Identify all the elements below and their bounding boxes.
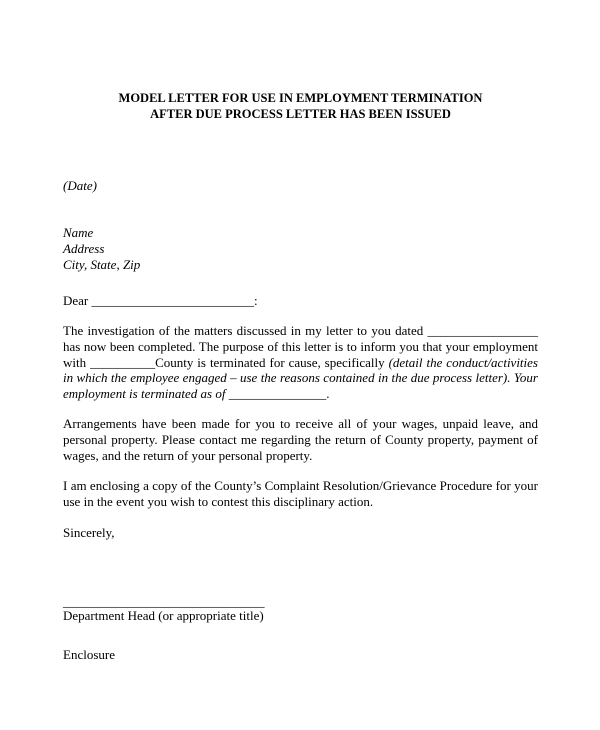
paragraph-investigation-italic: (detail the conduct/activities in which the employee engaged – use the reasons contained in the due process letter). Your employment is terminated as of _______________ (63, 354, 538, 402)
paragraph-investigation-end: . (326, 386, 330, 402)
paragraph-enclosing: I am enclosing a copy of the County’s Complaint Resolution/Grievance Procedure for your use in the event you wish to contest this disciplinary action. (63, 477, 538, 509)
recipient-address: Address (63, 241, 105, 257)
signature-line: _______________________________ (63, 594, 265, 610)
enclosure-note: Enclosure (63, 647, 115, 663)
letter-title (63, 90, 538, 123)
letter-title-line2: AFTER DUE PROCESS LETTER HAS BEEN ISSUED (150, 107, 451, 122)
closing: Sincerely, (63, 525, 115, 541)
signature-area (63, 595, 538, 625)
signer-title: Department Head (or appropriate title) (63, 608, 264, 624)
recipient-block (63, 225, 538, 273)
letter-title-line1: MODEL LETTER FOR USE IN EMPLOYMENT TERMINATION (118, 91, 483, 105)
paragraph-investigation (63, 323, 538, 402)
salutation: Dear _________________________: (63, 292, 258, 308)
recipient-city-state-zip: City, State, Zip (63, 257, 141, 273)
date-placeholder: (Date) (63, 177, 97, 193)
paragraph-arrangements: Arrangements have been made for you to receive all of your wages, unpaid leave, and personal property. Please contact me regarding the return of County property, payment of wages, and the return of your personal property. (63, 416, 538, 463)
recipient-name: Name (63, 225, 94, 241)
paragraph-investigation-normal: The investigation of the matters discussed in my letter to you dated _________________ has now been completed. The purpose of this letter is to inform you that your employment with __________County is terminated for cause, specifically (63, 322, 538, 370)
